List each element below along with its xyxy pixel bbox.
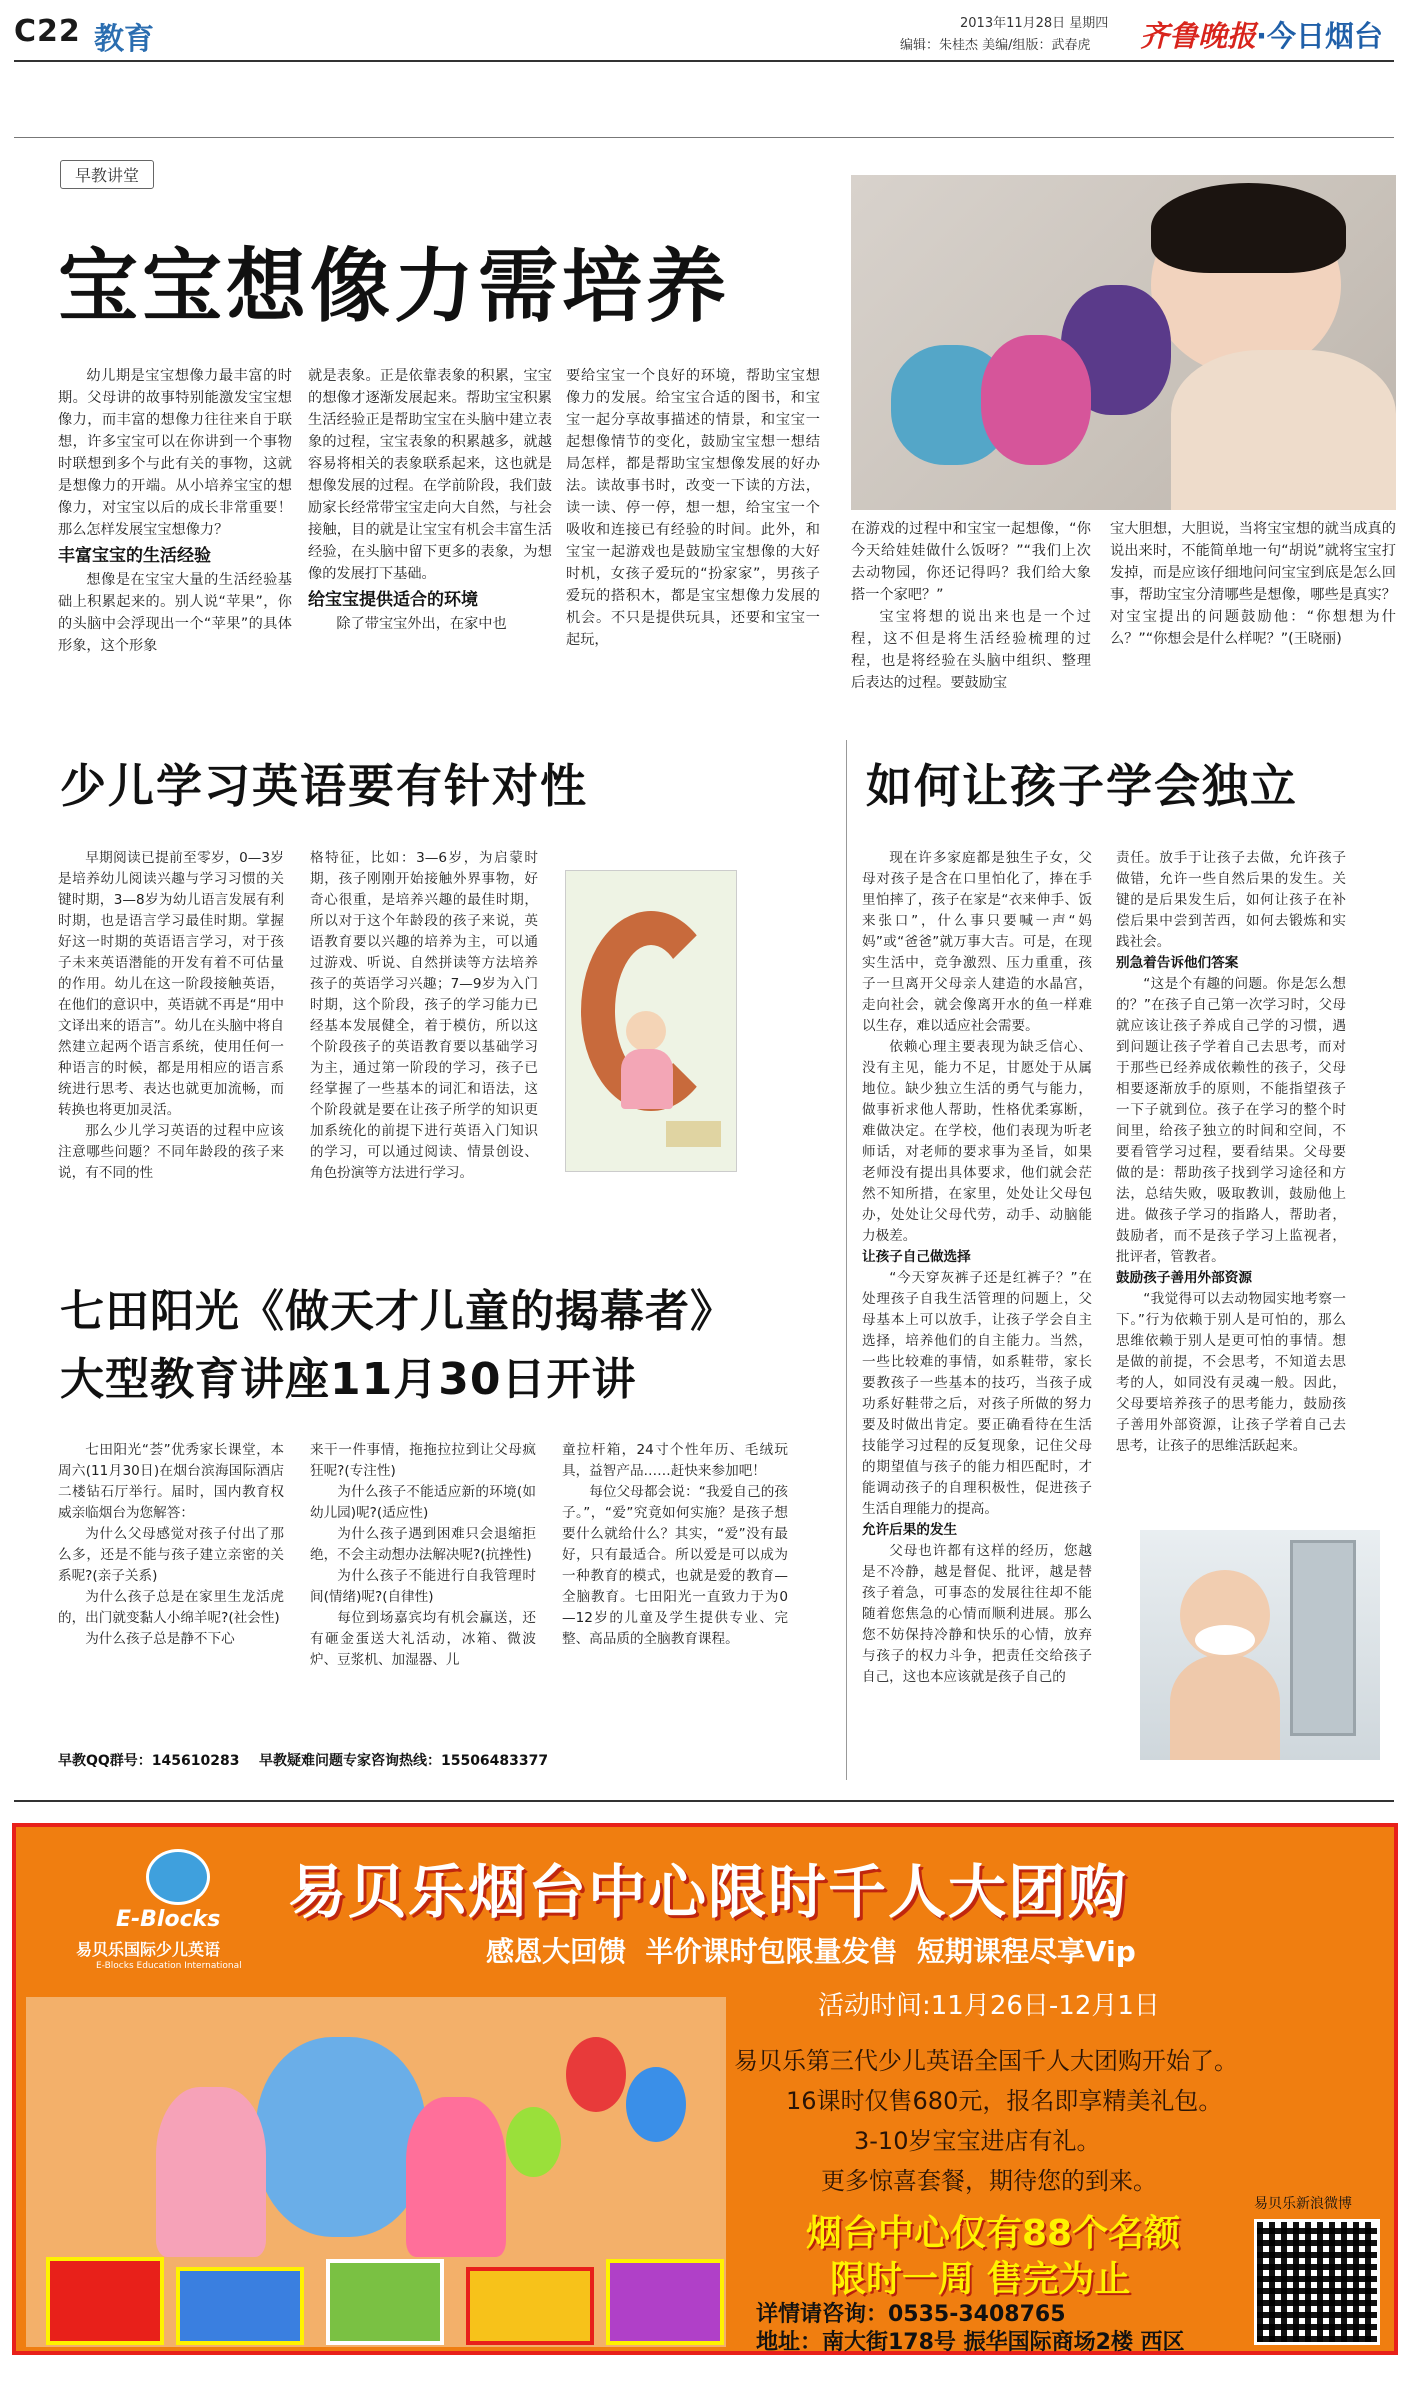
subheading: 别急着告诉他们答案: [1116, 955, 1239, 971]
ad-line4: 更多惊喜套餐，期待您的到来。: [821, 2167, 1157, 2195]
paragraph: 为什么孩子不能适应新的环境(如幼儿园)呢?(适应性): [310, 1484, 536, 1521]
ad-subhead: 感恩大回馈 半价课时包限量发售 短期课程尽享Vip: [486, 1935, 1136, 1968]
logo-en: E-Blocks Education International: [96, 1961, 242, 1971]
shaving-foam: [1195, 1625, 1255, 1655]
ad-line2: 16课时仅售680元，报名即享精美礼包。: [786, 2087, 1223, 2115]
paragraph: 要给宝宝一个良好的环境，帮助宝宝想像力的发展。给宝宝合适的图书，和宝宝一起分享故事描述的情景，和宝宝一起想像情节的变化，鼓励宝宝想一想结局怎样，都是帮助宝宝想像发展的好办法。读故事书时，改变一下读的方法，读一读、停一停，想一想，给宝宝一个吸收和连接已有经验的时间。此外，和宝宝一起游戏也是鼓励宝宝想像的大好时机，女孩子爱玩的“扮家家”，男孩子爱玩的搭积木，都是宝宝想像力发展的机会。不只是提供玩具，还要和宝宝一起玩，: [566, 368, 820, 648]
paragraph: 为什么父母感觉对孩子付出了那么多，还是不能与孩子建立亲密的关系呢?(亲子关系): [58, 1526, 284, 1584]
header-rule: [14, 60, 1394, 62]
paragraph: 为什么孩子遇到困难只会退缩拒绝，不会主动想办法解决呢?(抗挫性): [310, 1526, 536, 1563]
paragraph: “今天穿灰裤子还是红裤子？”在处理孩子自我生活管理的问题上，父母基本上可以放手，让孩子学会自主选择，培养他们的自主能力。当然，一些比较难的事情，如系鞋带，家长要教孩子一些基本的技巧，当孩子成功系好鞋带之后，对孩子所做的努力要及时做出肯定。要正确看待在生活技能学习过程的反复现象，记住父母的期望值与孩子的能力相匹配时，才能调动孩子的自理积极性，促进孩子生活自理能力的提高。: [862, 1270, 1092, 1517]
page-number: C22: [14, 14, 81, 49]
balloon: [506, 2107, 561, 2177]
editor-line: 编辑：朱桂杰 美编/组版：武春虎: [900, 38, 1091, 53]
paragraph: 宝宝将想的说出来也是一个过程，这不但是将生活经验梳理的过程，也是将经验在头脑中组织、整理后表达的过程。要鼓励宝: [851, 609, 1091, 691]
paragraph: 格特征，比如：3—6岁，为启蒙时期，孩子刚刚开始接触外界事物，好奇心很重，是培养兴趣的最佳时期，所以对于这个年龄段的孩子来说，英语教育要以兴趣的培养为主，可以通过游戏、听说、自然拼读等方法培养孩子的英语学习兴趣；7—9岁为入门时期，这个阶段，孩子的学习能力已经基本发展健全，着于模仿，所以这个阶段孩子的英语教育要以基础学习为主，通过第一阶段的学习，孩子已经掌握了一些基本的词汇和语法，这个阶段就是要在让孩子所学的知识更加系统化的前提下进行英语入门知识的学习，可以通过阅读、情景创设、角色扮演等方法进行学习。: [310, 850, 538, 1181]
paragraph: 想像是在宝宝大量的生活经验基础上积累起来的。别人说“苹果”，你的头脑中会浮现出一个“苹果”的具体形象，这个形象: [58, 572, 292, 654]
kicker-text: 早教讲堂: [75, 166, 140, 185]
paragraph: 为什么孩子总是在家里生龙活虎的，出门就变黏人小绵羊呢?(社会性): [58, 1589, 284, 1626]
logo-word: E-Blocks: [116, 1907, 221, 1932]
paragraph: 除了带宝宝外出，在家中也: [336, 616, 507, 632]
subheading: 鼓励孩子善用外部资源: [1116, 1270, 1252, 1286]
kids-mascot-gifts-photo: [26, 1997, 726, 2347]
section-name: 教育: [94, 22, 154, 57]
paragraph: 每位父母都会说：“我爱自己的孩子。”，“爱”究竟如何实施？是孩子想要什么就给什么？其实，“爱”没有最好，只有最适合。所以爱是可以成为一种教育的模式，也就是爱的教育—全脑教育。七田阳光一直致力于为0—12岁的儿童及学生提供专业、完整、高品质的全脑教育课程。: [562, 1484, 788, 1647]
subheading: 允许后果的发生: [862, 1522, 958, 1538]
mirror: [1290, 1540, 1356, 1736]
elephant-mascot: [256, 2037, 426, 2237]
article2-title: 少儿学习英语要有针对性: [60, 759, 588, 813]
gift-box: [326, 2259, 444, 2345]
paragraph: 宝大胆想，大胆说，当将宝宝想的就当成真的说出来时，不能简单地一句“胡说”就将宝宝打发掉，而是应该仔细地问问宝宝到底是怎么回事，帮助宝宝分清哪些是想像，哪些是真实？对宝宝提出的问题鼓励他：“你想想为什么？”“你想会是什么样呢？”(王晓丽): [1110, 521, 1396, 647]
paragraph: “我觉得可以去动物园实地考察一下。”行为依赖于别人是可怕的，那么思维依赖于别人是更可怕的事情。想是做的前提，不会思考，不知道去思考的人，如同没有灵魂一般。因此，父母要培养孩子的思考能力，鼓励孩子善用外部资源，让孩子学着自己去思考，让孩子的思维活跃起来。: [1116, 1291, 1346, 1454]
paragraph: 七田阳光“荟”优秀家长课堂，本周六(11月30日)在烟台滨海国际酒店二楼钻石厅举行。届时，国内教育权威亲临烟台为您解答：: [58, 1442, 284, 1521]
ad-panel: [12, 1823, 1398, 2355]
baby-with-toys-photo: [851, 175, 1396, 510]
balloon: [626, 2067, 686, 2142]
date-line: 2013年11月28日 星期四: [960, 16, 1109, 31]
paragraph: 责任。放手于让孩子去做，允许孩子做错，允许一些自然后果的发生。关键的是后果发生后，如何让孩子在补偿后果中尝到苦西，如何去锻炼和实践社会。: [1116, 850, 1346, 950]
paragraph: 为什么孩子不能进行自我管理时间(情绪)呢?(自律性): [310, 1568, 536, 1605]
article4-col1: [58, 1440, 284, 1650]
gift-box: [466, 2267, 594, 2345]
gift-box: [176, 2267, 304, 2345]
weibo-label: 易贝乐新浪微博: [1254, 2196, 1352, 2212]
newspaper-brand: [1140, 14, 1383, 55]
elephant-logo-icon: [146, 1849, 210, 1905]
article4-title-line1: 七田阳光《做天才儿童的揭幕者》: [60, 1286, 735, 1337]
ad-headline: 易贝乐烟台中心限时千人大团购: [288, 1858, 1129, 1926]
article2-col2: [310, 848, 538, 1184]
paragraph: 父母也许都有这样的经历，您越是不冷静，越是督促、批评，越是替孩子着急，可事态的发展往往却不能随着您焦急的心情而顺利进展。那么您不妨保持冷静和快乐的心情，放弃与孩子的权力斗争，把责任交给孩子自己，这也本应该就是孩子自己的: [862, 1543, 1092, 1685]
child-girl: [406, 2097, 506, 2257]
article1-top-rule: [14, 137, 1394, 138]
ad-contact: 详情请咨询：0535-3408765: [756, 2302, 1066, 2327]
subheading: 让孩子自己做选择: [862, 1249, 971, 1265]
qr-code-icon: [1254, 2219, 1380, 2345]
subheading: 给宝宝提供适合的环境: [308, 590, 478, 610]
logo-cn: 易贝乐国际少儿英语: [76, 1940, 221, 1959]
ad-banner2: 限时一周 售完为止: [830, 2259, 1131, 2300]
article3-title: 如何让孩子学会独立: [866, 759, 1298, 813]
girl-dress: [621, 1049, 673, 1109]
gift-box: [46, 2257, 164, 2345]
paragraph: 那么少儿学习英语的过程中应该注意哪些问题？不同年龄段的孩子来说，有不同的性: [58, 1123, 284, 1181]
paragraph: “这是个有趣的问题。你是怎么想的？”在孩子自己第一次学习时，父母就应该让孩子养成自己学的习惯，遇到问题让孩子学着自己去思考，而对于那些已经养成依赖性的孩子，父母相要逐渐放手的原则，不能指望孩子一下子就到位。孩子在学习的整个时间里，给孩子独立的时间和空间，不要看管学习过程，要看结果。父母要做的是：帮助孩子找到学习途径和方法，总结失败，吸取教训，鼓励他上进。做孩子学习的指路人，帮助者，鼓励者，而不是孩子学习上监视者，批评者，管教者。: [1116, 976, 1346, 1265]
paragraph: 就是表象。正是依靠表象的积累，宝宝的想像才逐渐发展起来。帮助宝宝积累生活经验正是帮助宝宝在头脑中建立表象的过程，宝宝表象的积累越多，就越容易将相关的表象联系起来，这也就是想像发展的过程。在学前阶段，我们鼓励家长经常带宝宝走向大自然，与社会接触，目的就是让宝宝有机会丰富生活经验，在头脑中留下更多的表象，为想像的发展打下基础。: [308, 368, 552, 582]
baby-hair: [1151, 183, 1346, 273]
article1-title: 宝宝想像力需培养: [58, 240, 730, 333]
kicker-label: [60, 160, 154, 189]
article1-col3: [566, 365, 820, 651]
gift-box: [606, 2259, 724, 2345]
subheading: 丰富宝宝的生活经验: [58, 546, 211, 566]
ad-time: 活动时间:11月26日-12月1日: [818, 1991, 1160, 2021]
article4-col3: [562, 1440, 788, 1650]
child-girl: [156, 2087, 266, 2257]
page-header: [0, 0, 1409, 72]
girl-letter-illustration: [565, 870, 737, 1172]
article4-title-line2: 大型教育讲座11月30日开讲: [60, 1354, 637, 1405]
paragraph: 幼儿期是宝宝想像力最丰富的时期。父母讲的故事特别能激发宝宝想像力，而丰富的想像力往往来自于联想，许多宝宝可以在你讲到一个事物时联想到多个与此有关的事物，这就是想像力的开端。从小培养宝宝的想像力，对宝宝以后的成长非常重要！那么怎样发展宝宝想像力？: [58, 368, 292, 538]
article3-divider: [846, 740, 847, 1780]
baby-body: [1171, 350, 1396, 510]
paragraph: 依赖心理主要表现为缺乏信心、没有主见，能力不足，甘愿处于从属地位。缺少独立生活的勇气与能力，做事祈求他人帮助，性格优柔寡断，难做决定。在学校，他们表现为听老师话，对老师的要求事为圣旨，如果老师没有提出具体要求，他们就会茫然不知所措，在家里，处处让父母包办，处处让父母代劳，动手、动脑能力极差。: [862, 1039, 1092, 1244]
paragraph: 早期阅读已提前至零岁，0—3岁是培养幼儿阅读兴趣与学习习惯的关键时期，3—8岁为幼儿语言发展有利时期，也是语言学习最佳时期。掌握好这一时期的英语语言学习，对于孩子未来英语潜能的开发有着不可估量的作用。幼儿在这一阶段接触英语，在他们的意识中，英语就不再是“用中文译出来的语言”。幼儿在头脑中将自然建立起两个语言系统，使用任何一种语言的时候，都是用相应的语言系统进行思考、表达也就更加流畅，而转换也将更加灵活。: [58, 850, 284, 1118]
brand-sub: ·今日烟台: [1256, 19, 1384, 53]
paragraph: 来干一件事情，拖拖拉拉到让父母疯狂呢?(专注性): [310, 1442, 536, 1479]
ad-address: 地址：南大街178号 振华国际商场2楼 西区: [756, 2330, 1185, 2355]
baby-shaving-photo: [1140, 1530, 1380, 1760]
article1-col2: [308, 365, 552, 635]
article1-col1: [58, 365, 292, 657]
hotline-line: 早教QQ群号：145610283 早教疑难问题专家咨询热线：15506483377: [58, 1753, 549, 1769]
baby-body: [1170, 1655, 1280, 1760]
article1-col4: [851, 518, 1091, 694]
ad-logo: [76, 1849, 286, 1989]
balloon: [566, 2037, 626, 2112]
ad-line3: 3-10岁宝宝进店有礼。: [854, 2127, 1101, 2155]
books-stack: [666, 1121, 721, 1147]
brand-main: 齐鲁晚报: [1140, 19, 1257, 53]
ad-top-rule: [14, 1800, 1394, 1802]
article2-col1: [58, 848, 284, 1184]
paragraph: 童拉杆箱，24寸个性年历、毛绒玩具，益智产品……赶快来参加吧！: [562, 1442, 788, 1479]
ad-banner1: 烟台中心仅有88个名额: [806, 2213, 1181, 2254]
article3-col1: [862, 848, 1092, 1688]
paragraph: 在游戏的过程中和宝宝一起想像，“你今天给娃娃做什么饭呀？”“我们上次去动物园，你还记得吗？我们给大象搭一个家吧？”: [851, 521, 1091, 603]
toy-pink: [981, 335, 1091, 465]
girl-head: [626, 1011, 666, 1051]
paragraph: 为什么孩子总是静不下心: [85, 1631, 235, 1647]
article1-col5: [1110, 518, 1396, 650]
ad-line1: 易贝乐第三代少儿英语全国千人大团购开始了。: [734, 2047, 1238, 2075]
article3-col2: [1116, 848, 1346, 1457]
article4-col2: [310, 1440, 536, 1671]
paragraph: 每位到场嘉宾均有机会赢送，还有砸金蛋送大礼活动，冰箱、微波炉、豆浆机、加湿器、儿: [310, 1610, 536, 1668]
paragraph: 现在许多家庭都是独生子女，父母对孩子是含在口里怕化了，捧在手里怕摔了，孩子在家是“衣来伸手、饭来张口”，什么事只要喊一声“妈妈”或“爸爸”就万事大吉。可是，在现实生活中，竞争激烈、压力重重，孩子一旦离开父母亲人建造的水晶宫，走向社会，就会像离开水的鱼一样难以生存，难以适应社会需要。: [862, 850, 1092, 1034]
